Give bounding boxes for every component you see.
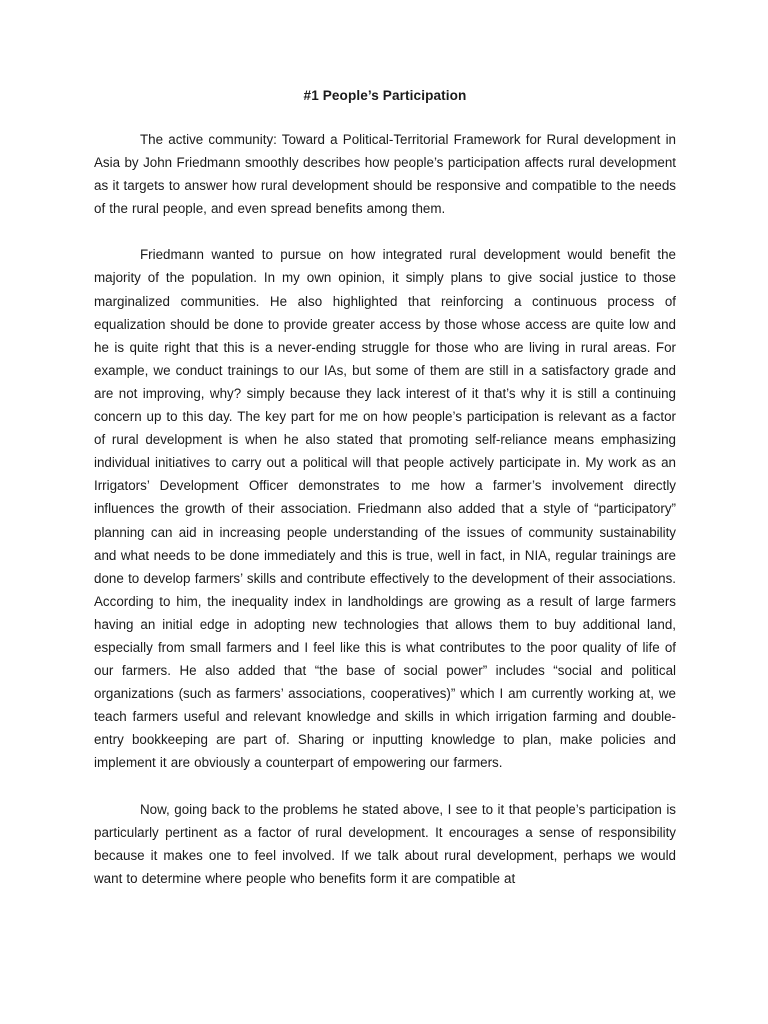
paragraph-1: The active community: Toward a Political-Territorial Framework for Rural development in Asia by John Friedmann smoothly describes how people’s participation affects rural development as it targets to answer how rural development should be responsive and compatible to the needs of the rural people, and even spread benefits among them. [94,132,676,217]
paragraph-3: Now, going back to the problems he stated above, I see to it that people’s participation is particularly pertinent as a factor of rural development. It encourages a sense of responsibility because it makes one to feel involved. If we talk about rural development, perhaps we would want to determine where people who benefits form it are compatible at [94,801,676,886]
document-body [94,86,676,913]
paragraph-2: Friedmann wanted to pursue on how integrated rural development would benefit the majority of the population. In my own opinion, it simply plans to give social justice to those marginalized communities. He also highlighted that reinforcing a continuous process of equalization should be done to provide greater access by those whose access are quite low and he is quite right that this is a never-ending struggle for those who are living in rural areas. For example, we conduct trainings to our IAs, but some of them are still in a satisfactory grade and are not improving, why? simply because they lack interest of it that’s why it is still a continuing concern up to this day. The key part for me on how people’s participation is relevant as a factor of rural development is when he also stated that promoting self-reliance means emphasizing individual initiatives to carry out a political will that people actively participate in. My work as an Irrigators’ Development Officer demonstrates to me how a farmer’s involvement directly influences the growth of their association. Friedmann also added that a style of “participatory” planning can aid in increasing people understanding of the issues of community sustainability and what needs to be done immediately and this is true, well in fact, in NIA, regular trainings are done to develop farmers’ skills and contribute effectively to the development of their associations. According to him, the inequality index in landholdings are growing as a result of large farmers having an initial edge in adopting new technologies that allows them to buy additional land, especially from small farmers and I feel like this is what contributes to the poor quality of life of our farmers. He also added that “the base of social power” includes “social and political organizations (such as farmers’ associations, cooperatives)” which I am currently working at, we teach farmers useful and relevant knowledge and skills in which irrigation farming and double-entry bookkeeping are part of. Sharing or inputting knowledge to plan, make policies and implement it are obviously a counterpart of empowering our farmers. [94,247,676,771]
document-title: #1 People’s Participation [303,88,467,103]
